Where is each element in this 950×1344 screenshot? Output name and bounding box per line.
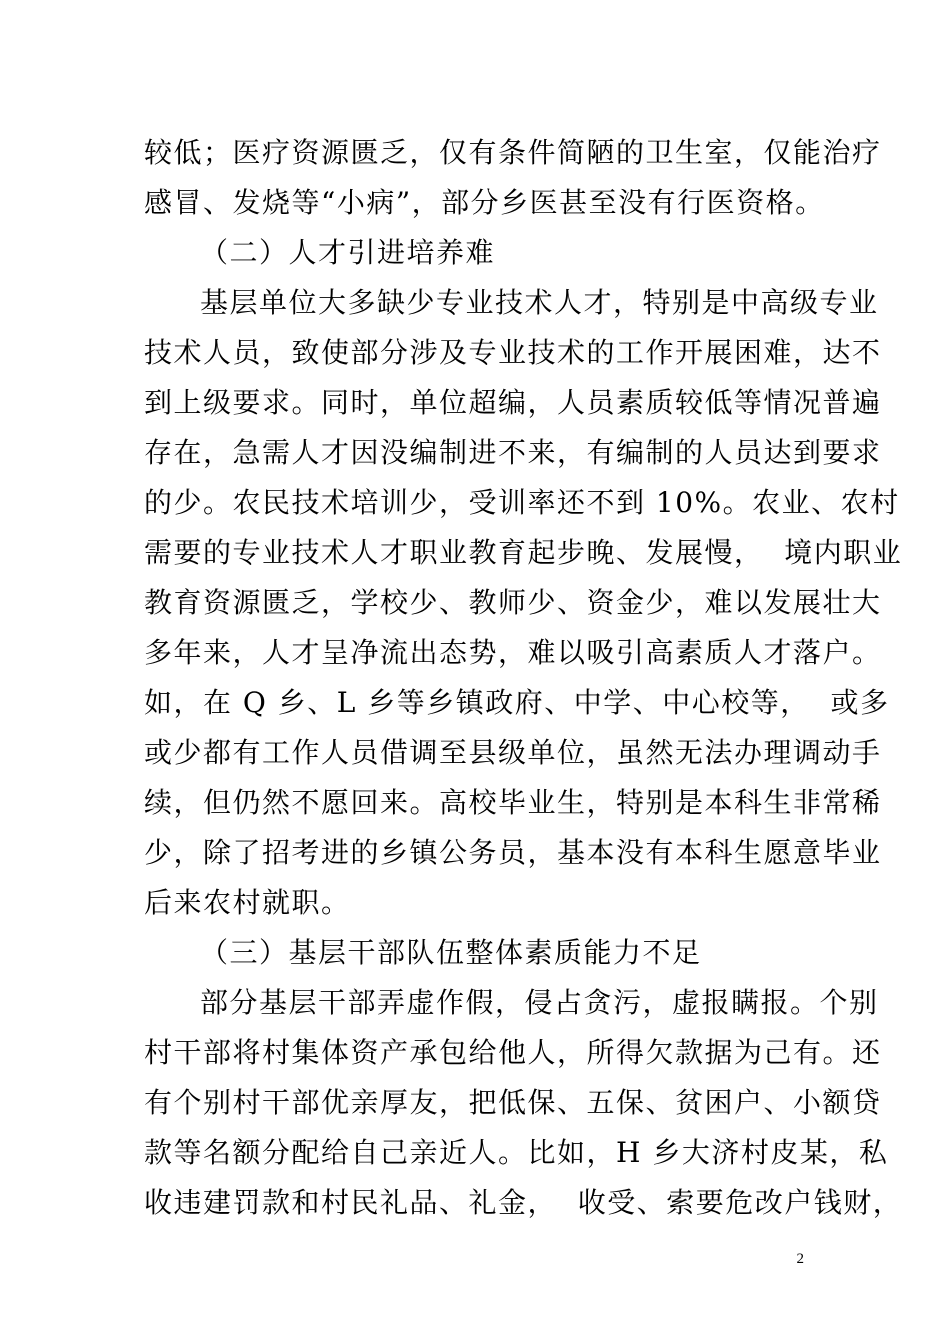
text-line: 收违建罚款和村民礼品、礼金， 收受、索要危改户钱财，: [144, 1186, 903, 1219]
text-line: 到上级要求。同时，单位超编，人员素质较低等情况普遍: [144, 386, 882, 419]
text-line: 少，除了招考进的乡镇公务员，基本没有本科生愿意毕业: [144, 836, 882, 869]
text-line: 如，在 Q 乡、L 乡等乡镇政府、中学、中心校等， 或多: [144, 686, 890, 719]
paragraph-first-line: 部分基层干部弄虚作假，侵占贪污，虚报瞒报。个别: [200, 986, 879, 1019]
text-line: 存在，急需人才因没编制进不来，有编制的人员达到要求: [144, 436, 882, 469]
section-heading: （二）人才引进培养难: [200, 236, 496, 269]
text-line: 较低；医疗资源匮乏，仅有条件简陋的卫生室，仅能治疗: [144, 136, 882, 169]
text-line: 续，但仍然不愿回来。高校毕业生，特别是本科生非常稀: [144, 786, 882, 819]
text-line: 需要的专业技术人才职业教育起步晚、发展慢， 境内职业: [144, 536, 903, 569]
section-heading: （三）基层干部队伍整体素质能力不足: [200, 936, 702, 969]
text-line: 或少都有工作人员借调至县级单位，虽然无法办理调动手: [144, 736, 882, 769]
text-line: 的少。农民技术培训少，受训率还不到 10%。农业、农村: [144, 486, 900, 519]
text-line: 有个别村干部优亲厚友，把低保、五保、贫困户、小额贷: [144, 1086, 882, 1119]
paragraph-first-line: 基层单位大多缺少专业技术人才，特别是中高级专业: [200, 286, 879, 319]
text-line: 技术人员，致使部分涉及专业技术的工作开展困难，达不: [144, 336, 882, 369]
text-line: 款等名额分配给自己亲近人。比如，H 乡大济村皮某，私: [144, 1136, 889, 1169]
text-line: 感冒、发烧等“小病”，部分乡医甚至没有行医资格。: [144, 186, 825, 219]
text-line: 后来农村就职。: [144, 886, 351, 919]
text-line: 村干部将村集体资产承包给他人，所得欠款据为己有。还: [144, 1036, 882, 1069]
text-line: 教育资源匮乏，学校少、教师少、资金少，难以发展壮大: [144, 586, 882, 619]
page-number: 2: [796, 1251, 804, 1267]
text-line: 多年来，人才呈净流出态势，难以吸引高素质人才落户。: [144, 636, 882, 669]
